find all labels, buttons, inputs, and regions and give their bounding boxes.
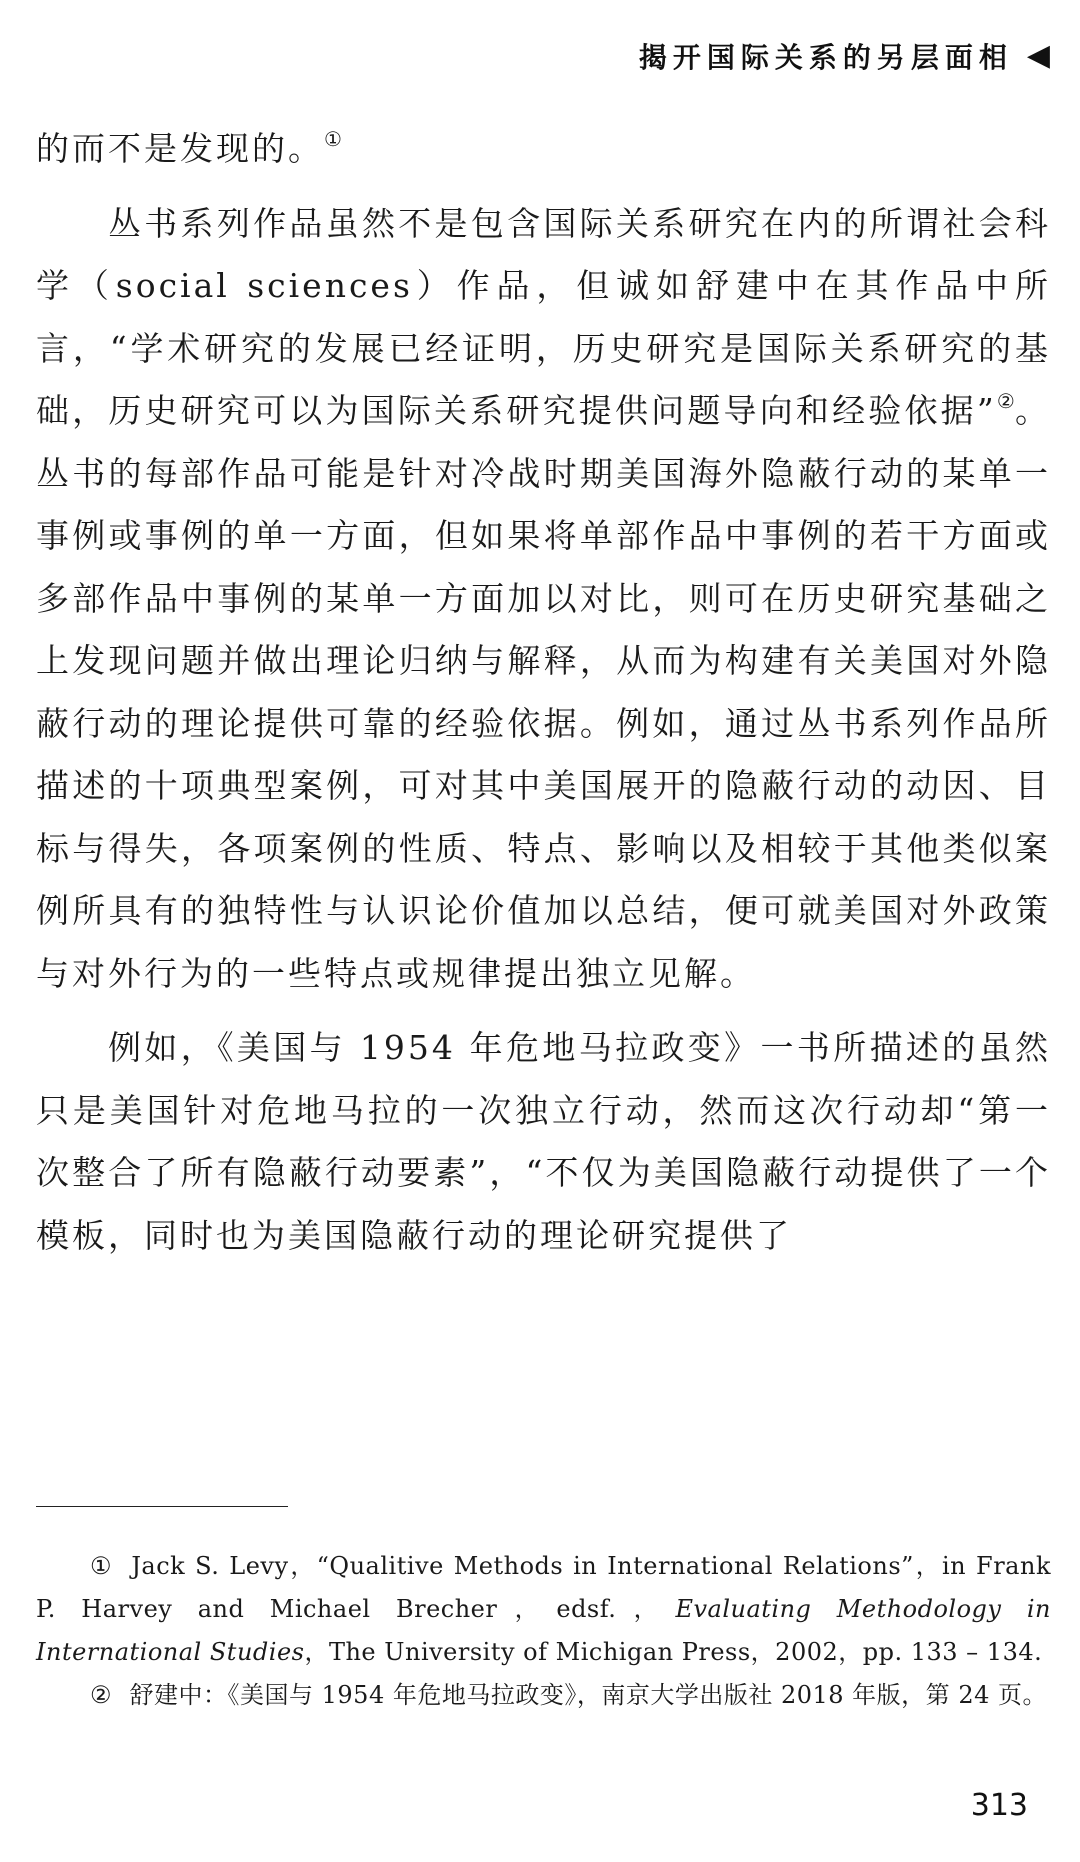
left-arrow-icon: ◀	[1026, 38, 1050, 73]
footnote-divider	[36, 1506, 288, 1507]
footnote-2-text: 舒建中：《美国与 1954 年危地马拉政变》，南京大学出版社 2018 年版，第 24 页。	[129, 1681, 1047, 1709]
footnote-ref-1[interactable]: ①	[324, 127, 342, 151]
paragraph-3	[36, 1017, 1051, 1267]
footnote-1	[36, 1545, 1051, 1674]
footnotes	[36, 1545, 1051, 1717]
footnote-ref-2[interactable]: ②	[996, 389, 1015, 413]
paragraph-3-text: 例如，《美国与 1954 年危地马拉政变》一书所描述的虽然只是美国针对危地马拉的一次独立行动，然而这次行动却“第一次整合了所有隐蔽行动要素”，“不仅为美国隐蔽行动提供了一个模板，同时也为美国隐蔽行动的理论研究提供了	[36, 1028, 1051, 1255]
paragraph-1	[36, 118, 1051, 181]
footnote-1-number: ①	[90, 1552, 114, 1580]
running-header-title: 揭开国际关系的另层面相	[638, 41, 1013, 74]
paragraph-1-text: 的而不是发现的。	[36, 129, 324, 168]
page-number: 313	[970, 1788, 1028, 1823]
footnote-1-text-b: ，The University of Michigan Press，2002，pp. 133 – 134.	[304, 1638, 1043, 1666]
paragraph-2-text-b: 。丛书的每部作品可能是针对冷战时期美国海外隐蔽行动的某单一事例或事例的单一方面，但如果将单部作品中事例的若干方面或多部作品中事例的某单一方面加以对比，则可在历史研究基础之上发现问题并做出理论归纳与解释，从而为构建有关美国对外隐蔽行动的理论提供可靠的经验依据。例如，通过丛书系列作品所描述的十项典型案例，可对其中美国展开的隐蔽行动的动因、目标与得失，各项案例的性质、特点、影响以及相较于其他类似案例所具有的独特性与认识论价值加以总结，便可就美国对外政策与对外行为的一些特点或规律提出独立见解。	[36, 391, 1051, 993]
paragraph-2	[36, 193, 1051, 1006]
body-text	[36, 118, 1051, 1267]
footnote-1-text-a: Jack S. Levy，“Qualitive Methods in International Relations”，in Frank P. Harvey and Michael Brecher，edsf.，	[36, 1552, 1051, 1623]
paragraph-2-text-a: 丛书系列作品虽然不是包含国际关系研究在内的所谓社会科学（social sciences）作品，但诚如舒建中在其作品中所言，“学术研究的发展已经证明，历史研究是国际关系研究的基础，历史研究可以为国际关系研究提供问题导向和经验依据”	[36, 203, 1051, 430]
footnote-2-number: ②	[90, 1681, 112, 1709]
running-header	[639, 34, 1050, 78]
footnote-1-book-title: Evaluating Methodology in International Studies	[36, 1595, 1052, 1666]
footnote-2	[36, 1674, 1051, 1717]
